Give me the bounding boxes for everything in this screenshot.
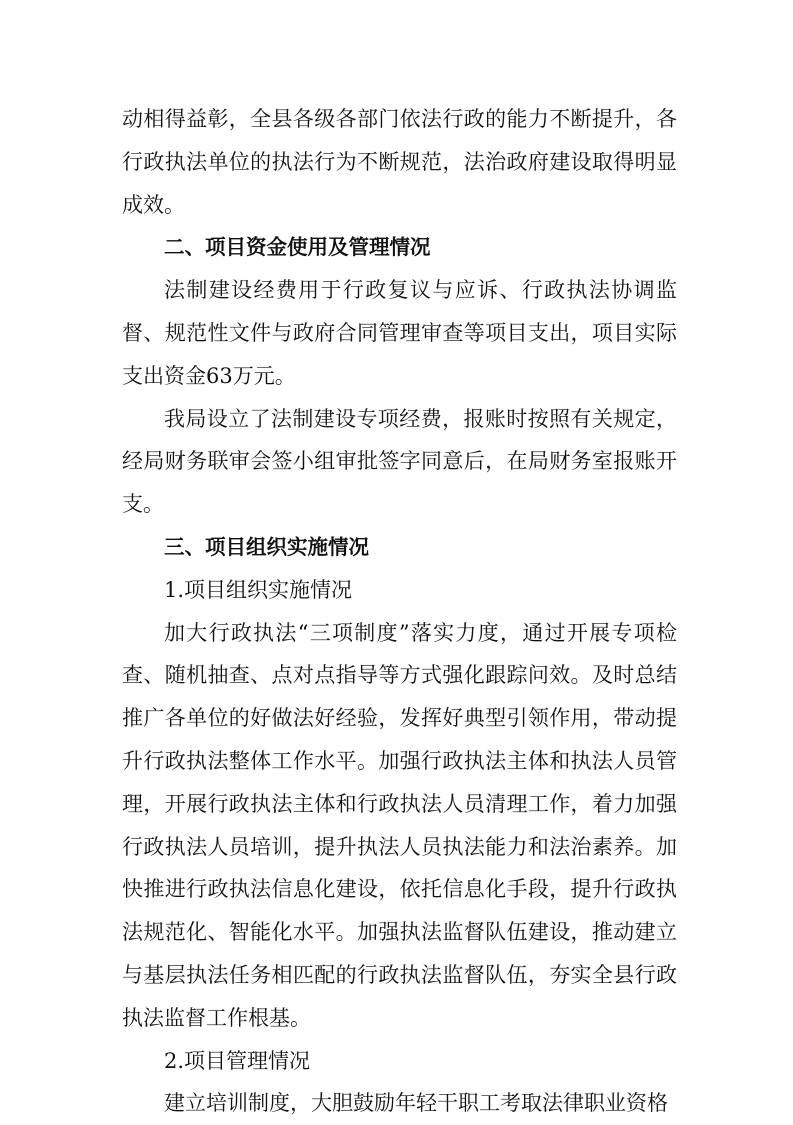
subsection-heading-2: 2.项目管理情况 <box>164 1048 311 1073</box>
paragraph-funding-usage: 法制建设经费用于行政复议与应诉、行政执法协调监督、规范性文件与政府合同管理审查等项目支出，项目实际支出资金63万元。 <box>122 278 677 388</box>
paragraph-implementation: 加大行政执法“三项制度”落实力度，通过开展专项检查、随机抽查、点对点指导等方式强化跟踪问效。及时总结推广各单位的好做法好经验，发挥好典型引领作用，带动提升行政执法整体工作水平。加强行政执法主体和执法人员管理，开展行政执法主体和行政执法人员清理工作，着力加强行政执法人员培训，提升执法人员执法能力和法治素养。加快推进行政执法信息化建设，依托信息化手段，提升行政执法规范化、智能化水平。加强执法监督队伍建设，推动建立与基层执法任务相匹配的行政执法监督队伍，夯实全县行政执法监督工作根基。 <box>122 620 677 1030</box>
paragraph-continued: 动相得益彰，全县各级各部门依法行政的能力不断提升，各行政执法单位的执法行为不断规范，法治政府建设取得明显成效。 <box>122 107 677 217</box>
section-heading-2: 二、项目资金使用及管理情况 <box>164 235 431 260</box>
document-body <box>122 98 677 1125</box>
paragraph-management: 建立培训制度，大胆鼓励年轻干职工考取法律职业资格 <box>164 1091 668 1116</box>
subsection-heading-1: 1.项目组织实施情况 <box>164 577 353 602</box>
paragraph-funding-management: 我局设立了法制建设专项经费，报账时按照有关规定，经局财务联审会签小组审批签字同意后，在局财务室报账开支。 <box>122 406 677 517</box>
section-heading-3: 三、项目组织实施情况 <box>164 534 369 559</box>
